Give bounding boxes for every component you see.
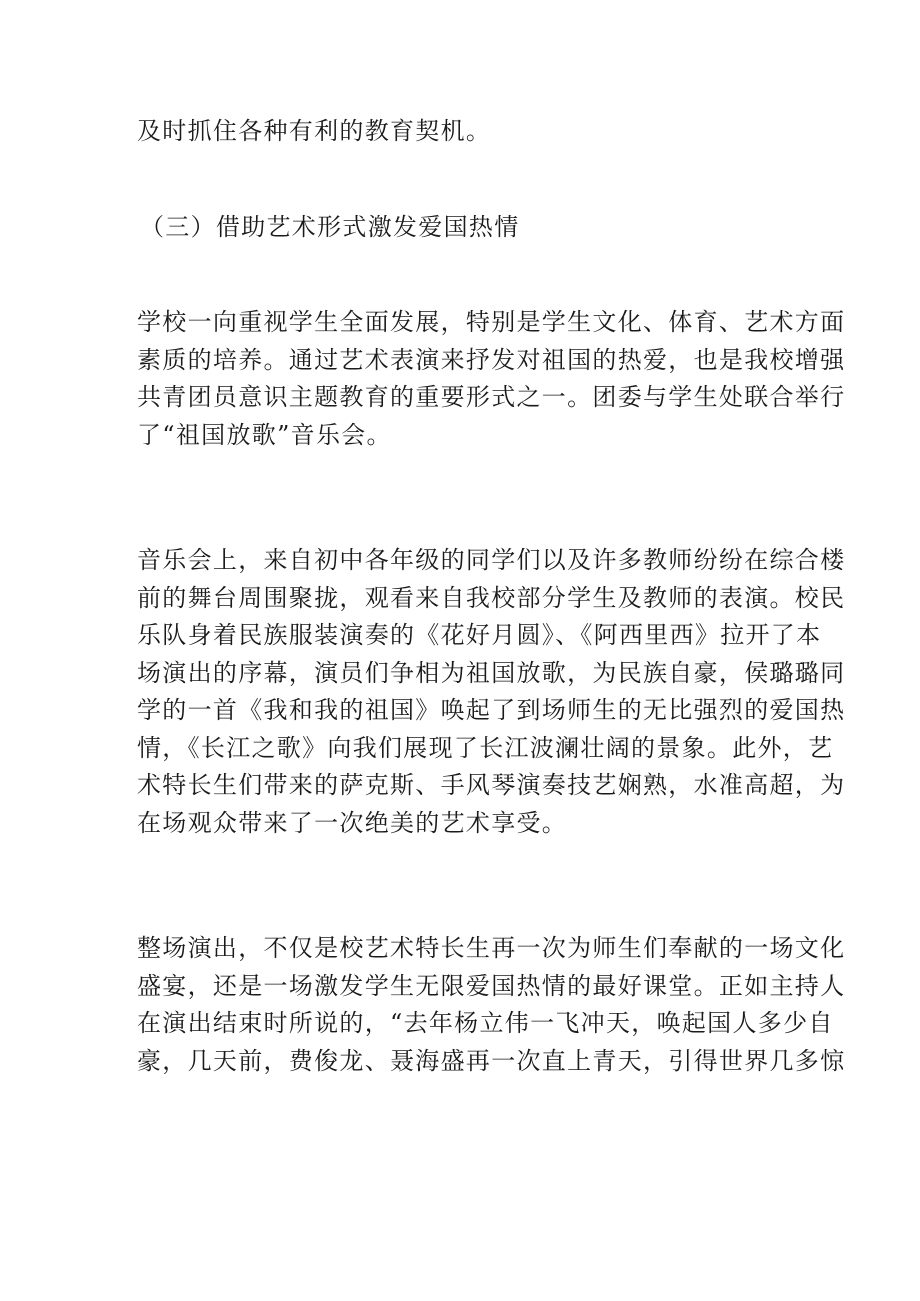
paragraph-line: 豪，几天前，费俊龙、聂海盛再一次直上青天，引得世界几多惊 — [137, 1047, 846, 1075]
paragraph-line: 场演出的序幕，演员们争相为祖国放歌，为民族自豪，侯璐璐同 — [137, 659, 846, 687]
section-heading: （三）借助艺术形式激发爱国热情 — [140, 213, 520, 241]
paragraph-line: 了“祖国放歌”音乐会。 — [137, 421, 392, 449]
paragraph-line: 共青团员意识主题教育的重要形式之一。团委与学生处联合举行 — [137, 383, 846, 411]
paragraph-line: 情，《长江之歌》向我们展现了长江波澜壮阔的景象。此外，艺 — [137, 734, 834, 762]
paragraph-line: 学校一向重视学生全面发展，特别是学生文化、体育、艺术方面 — [137, 308, 846, 336]
paragraph-line: 前的舞台周围聚拢，观看来自我校部分学生及教师的表演。校民 — [137, 584, 846, 612]
paragraph-line: 盛宴，还是一场激发学生无限爱国热情的最好课堂。正如主持人 — [137, 972, 846, 1000]
paragraph-line: 素质的培养。通过艺术表演来抒发对祖国的热爱，也是我校增强 — [137, 346, 846, 374]
paragraph-line: 学的一首《我和我的祖国》唤起了到场师生的无比强烈的爱国热 — [137, 696, 846, 724]
paragraph-line: 在演出结束时所说的，“去年杨立伟一飞冲天，唤起国人多少自 — [137, 1009, 834, 1037]
paragraph-line: 术特长生们带来的萨克斯、手风琴演奏技艺娴熟，水准高超，为 — [137, 771, 846, 799]
paragraph-line: 在场观众带来了一次绝美的艺术享受。 — [137, 809, 568, 837]
paragraph-line: 及时抓住各种有利的教育契机。 — [137, 117, 492, 145]
paragraph-line: 音乐会上，来自初中各年级的同学们以及许多教师纷纷在综合楼 — [137, 546, 846, 574]
paragraph-line: 整场演出，不仅是校艺术特长生再一次为师生们奉献的一场文化 — [137, 934, 846, 962]
paragraph-line: 乐队身着民族服装演奏的《花好月圆》、《阿西里西》拉开了本 — [137, 621, 822, 649]
